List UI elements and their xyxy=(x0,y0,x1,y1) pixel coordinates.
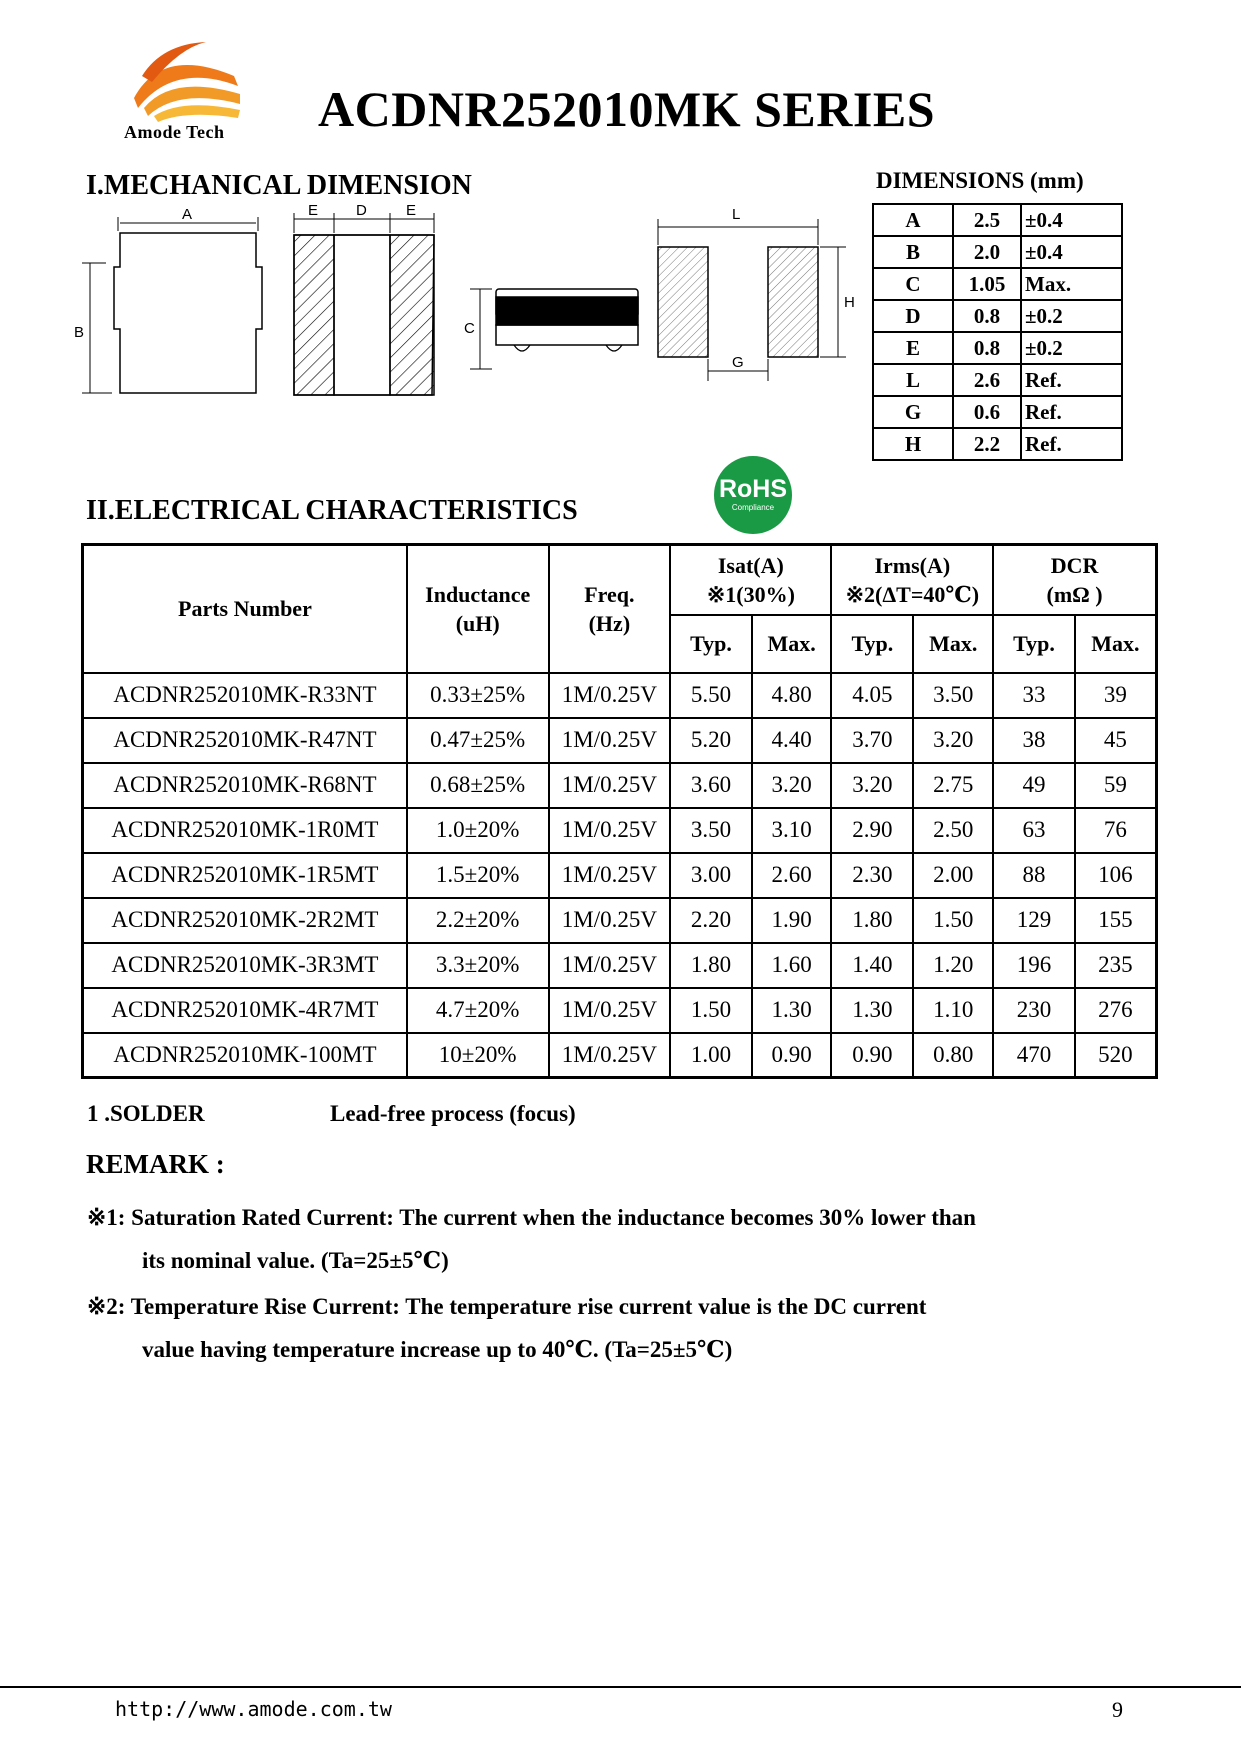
inductance-cell: 0.33±25% xyxy=(407,673,549,718)
part-number-cell: ACDNR252010MK-2R2MT xyxy=(83,898,407,943)
header-dcr-max: Max. xyxy=(1075,615,1157,673)
irms-max-cell: 3.20 xyxy=(913,718,993,763)
dim-label-e-right: E xyxy=(406,202,417,219)
page-number: 9 xyxy=(1112,1697,1123,1722)
electrical-table xyxy=(81,543,1158,1079)
remark-title: REMARK : xyxy=(86,1149,225,1179)
rohs-badge xyxy=(714,456,792,534)
dcr-typ-cell: 49 xyxy=(993,763,1075,808)
irms-typ-cell: 1.40 xyxy=(831,943,913,988)
dim-tolerance: ±0.2 xyxy=(1021,332,1122,364)
part-number-cell: ACDNR252010MK-1R0MT xyxy=(83,808,407,853)
isat-max-cell: 1.60 xyxy=(752,943,832,988)
dim-value: 2.2 xyxy=(953,428,1021,460)
dim-value: 2.0 xyxy=(953,236,1021,268)
irms-max-cell: 2.50 xyxy=(913,808,993,853)
dim-value: 0.8 xyxy=(953,300,1021,332)
part-number-cell: ACDNR252010MK-3R3MT xyxy=(83,943,407,988)
rohs-sublabel: Compliance xyxy=(731,503,775,512)
header-dcr-line2: (mΩ ) xyxy=(1046,581,1103,607)
dcr-typ-cell: 129 xyxy=(993,898,1075,943)
table-row xyxy=(873,300,1122,332)
isat-typ-cell: 3.00 xyxy=(670,853,752,898)
irms-max-cell: 2.75 xyxy=(913,763,993,808)
frequency-cell: 1M/0.25V xyxy=(549,898,671,943)
electrical-table-body xyxy=(83,673,1157,1078)
table-row xyxy=(873,268,1122,300)
dim-value: 0.6 xyxy=(953,396,1021,428)
dcr-typ-cell: 88 xyxy=(993,853,1075,898)
isat-typ-cell: 5.50 xyxy=(670,673,752,718)
isat-max-cell: 2.60 xyxy=(752,853,832,898)
dcr-typ-cell: 33 xyxy=(993,673,1075,718)
table-row xyxy=(83,808,1157,853)
dimensions-table xyxy=(872,203,1123,461)
irms-typ-cell: 2.30 xyxy=(831,853,913,898)
irms-max-cell: 1.50 xyxy=(913,898,993,943)
dcr-typ-cell: 230 xyxy=(993,988,1075,1033)
table-header-row xyxy=(83,545,1157,615)
company-logo xyxy=(118,36,258,146)
inductance-cell: 0.68±25% xyxy=(407,763,549,808)
isat-typ-cell: 1.00 xyxy=(670,1033,752,1078)
header-isat-line2: ※1(30%) xyxy=(706,581,795,607)
header-inductance-line1: Inductance xyxy=(425,581,531,607)
dcr-max-cell: 155 xyxy=(1075,898,1157,943)
dim-label-h: H xyxy=(844,294,855,311)
part-number-cell: ACDNR252010MK-R33NT xyxy=(83,673,407,718)
header-irms-line2: ※2(ΔT=40℃) xyxy=(845,581,980,607)
dim-label-d: D xyxy=(356,202,367,219)
table-row xyxy=(873,332,1122,364)
dim-label-c: C xyxy=(464,320,475,337)
header-isat-typ: Typ. xyxy=(670,615,752,673)
irms-typ-cell: 3.70 xyxy=(831,718,913,763)
irms-typ-cell: 1.30 xyxy=(831,988,913,1033)
dim-symbol: C xyxy=(873,268,953,300)
dim-tolerance: ±0.4 xyxy=(1021,236,1122,268)
frequency-cell: 1M/0.25V xyxy=(549,943,671,988)
dcr-typ-cell: 38 xyxy=(993,718,1075,763)
frequency-cell: 1M/0.25V xyxy=(549,853,671,898)
irms-typ-cell: 0.90 xyxy=(831,1033,913,1078)
irms-typ-cell: 3.20 xyxy=(831,763,913,808)
dcr-max-cell: 520 xyxy=(1075,1033,1157,1078)
header-irms-max: Max. xyxy=(913,615,993,673)
irms-typ-cell: 1.80 xyxy=(831,898,913,943)
inductance-cell: 3.3±20% xyxy=(407,943,549,988)
remark-note-2: ※2: Temperature Rise Current: The temperature rise current value is the DC current xyxy=(87,1294,927,1319)
dim-tolerance: Ref. xyxy=(1021,396,1122,428)
dim-value: 1.05 xyxy=(953,268,1021,300)
dcr-max-cell: 59 xyxy=(1075,763,1157,808)
header-isat-line1: Isat(A) xyxy=(717,552,784,578)
page-title: ACDNR252010MK SERIES xyxy=(318,81,936,137)
isat-typ-cell: 3.50 xyxy=(670,808,752,853)
inductance-cell: 0.47±25% xyxy=(407,718,549,763)
dim-tolerance: ±0.4 xyxy=(1021,204,1122,236)
part-number-cell: ACDNR252010MK-R47NT xyxy=(83,718,407,763)
irms-typ-cell: 2.90 xyxy=(831,808,913,853)
part-number-cell: ACDNR252010MK-100MT xyxy=(83,1033,407,1078)
irms-typ-cell: 4.05 xyxy=(831,673,913,718)
dcr-typ-cell: 63 xyxy=(993,808,1075,853)
header-freq-line2: (Hz) xyxy=(588,610,631,636)
header-irms xyxy=(831,545,993,615)
irms-max-cell: 0.80 xyxy=(913,1033,993,1078)
table-row xyxy=(873,396,1122,428)
dim-label-b: B xyxy=(74,324,85,341)
dcr-typ-cell: 196 xyxy=(993,943,1075,988)
isat-max-cell: 4.80 xyxy=(752,673,832,718)
mechanical-section-title: I.MECHANICAL DIMENSION xyxy=(86,170,472,201)
isat-typ-cell: 5.20 xyxy=(670,718,752,763)
part-number-cell: ACDNR252010MK-4R7MT xyxy=(83,988,407,1033)
solder-value: Lead-free process (focus) xyxy=(330,1101,576,1126)
irms-max-cell: 1.10 xyxy=(913,988,993,1033)
table-row xyxy=(873,364,1122,396)
header-inductance-line2: (uH) xyxy=(455,610,500,636)
header-dcr-line1: DCR xyxy=(1050,552,1099,578)
logo-graphic xyxy=(122,36,252,126)
dim-label-a: A xyxy=(182,206,193,223)
dim-value: 2.5 xyxy=(953,204,1021,236)
dim-tolerance: Ref. xyxy=(1021,364,1122,396)
irms-max-cell: 2.00 xyxy=(913,853,993,898)
dim-symbol: H xyxy=(873,428,953,460)
dim-symbol: D xyxy=(873,300,953,332)
footer-divider xyxy=(0,1686,1241,1688)
frequency-cell: 1M/0.25V xyxy=(549,673,671,718)
table-row xyxy=(83,718,1157,763)
table-row xyxy=(83,1033,1157,1078)
dcr-max-cell: 39 xyxy=(1075,673,1157,718)
inductance-cell: 1.0±20% xyxy=(407,808,549,853)
frequency-cell: 1M/0.25V xyxy=(549,718,671,763)
remark-note-2-cont: value having temperature increase up to 40℃. (Ta=25±5℃) xyxy=(142,1337,733,1362)
rohs-label: RoHS xyxy=(718,475,788,503)
header-freq-line1: Freq. xyxy=(584,581,635,607)
isat-max-cell: 3.20 xyxy=(752,763,832,808)
dim-label-e-left: E xyxy=(308,202,319,219)
header-dcr-typ: Typ. xyxy=(993,615,1075,673)
isat-typ-cell: 1.50 xyxy=(670,988,752,1033)
dim-tolerance: Max. xyxy=(1021,268,1122,300)
dcr-max-cell: 235 xyxy=(1075,943,1157,988)
dim-label-l: L xyxy=(732,206,741,223)
isat-max-cell: 1.90 xyxy=(752,898,832,943)
frequency-cell: 1M/0.25V xyxy=(549,1033,671,1078)
logo-text: Amode Tech xyxy=(124,122,225,142)
inductance-cell: 1.5±20% xyxy=(407,853,549,898)
dimension-drawing xyxy=(74,202,876,405)
frequency-cell: 1M/0.25V xyxy=(549,988,671,1033)
remark-note-1: ※1: Saturation Rated Current: The current when the inductance becomes 30% lower than xyxy=(87,1205,976,1230)
isat-max-cell: 3.10 xyxy=(752,808,832,853)
table-row xyxy=(873,236,1122,268)
header-isat xyxy=(670,545,831,615)
solder-label: 1 .SOLDER xyxy=(87,1101,205,1126)
footer-url[interactable]: http://www.amode.com.tw xyxy=(115,1697,392,1721)
dcr-typ-cell: 470 xyxy=(993,1033,1075,1078)
dim-tolerance: Ref. xyxy=(1021,428,1122,460)
header-inductance xyxy=(407,545,549,673)
mechanical-drawings xyxy=(74,202,876,405)
electrical-section-title: II.ELECTRICAL CHARACTERISTICS xyxy=(86,495,578,526)
frequency-cell: 1M/0.25V xyxy=(549,808,671,853)
inductance-cell: 10±20% xyxy=(407,1033,549,1078)
isat-typ-cell: 3.60 xyxy=(670,763,752,808)
dcr-max-cell: 45 xyxy=(1075,718,1157,763)
dim-tolerance: ±0.2 xyxy=(1021,300,1122,332)
frequency-cell: 1M/0.25V xyxy=(549,763,671,808)
dim-value: 2.6 xyxy=(953,364,1021,396)
remark-note-1-cont: its nominal value. (Ta=25±5℃) xyxy=(142,1248,449,1273)
table-row xyxy=(873,428,1122,460)
dim-symbol: G xyxy=(873,396,953,428)
header-irms-typ: Typ. xyxy=(831,615,913,673)
header-irms-line1: Irms(A) xyxy=(874,552,951,578)
dim-label-g: G xyxy=(732,354,744,371)
dcr-max-cell: 106 xyxy=(1075,853,1157,898)
table-row xyxy=(83,853,1157,898)
isat-typ-cell: 2.20 xyxy=(670,898,752,943)
table-row xyxy=(83,763,1157,808)
dim-symbol: B xyxy=(873,236,953,268)
header-isat-max: Max. xyxy=(752,615,832,673)
isat-max-cell: 0.90 xyxy=(752,1033,832,1078)
table-row xyxy=(83,943,1157,988)
header-parts-number: Parts Number xyxy=(83,545,407,673)
table-row xyxy=(873,204,1122,236)
dim-symbol: E xyxy=(873,332,953,364)
dim-value: 0.8 xyxy=(953,332,1021,364)
dimensions-title: DIMENSIONS (mm) xyxy=(876,168,1084,193)
isat-max-cell: 4.40 xyxy=(752,718,832,763)
irms-max-cell: 3.50 xyxy=(913,673,993,718)
table-row xyxy=(83,898,1157,943)
dim-symbol: A xyxy=(873,204,953,236)
header-freq xyxy=(549,545,671,673)
part-number-cell: ACDNR252010MK-1R5MT xyxy=(83,853,407,898)
isat-max-cell: 1.30 xyxy=(752,988,832,1033)
dcr-max-cell: 76 xyxy=(1075,808,1157,853)
table-row xyxy=(83,673,1157,718)
dim-symbol: L xyxy=(873,364,953,396)
header-dcr xyxy=(993,545,1156,615)
isat-typ-cell: 1.80 xyxy=(670,943,752,988)
table-row xyxy=(83,988,1157,1033)
inductance-cell: 4.7±20% xyxy=(407,988,549,1033)
irms-max-cell: 1.20 xyxy=(913,943,993,988)
part-number-cell: ACDNR252010MK-R68NT xyxy=(83,763,407,808)
dcr-max-cell: 276 xyxy=(1075,988,1157,1033)
inductance-cell: 2.2±20% xyxy=(407,898,549,943)
